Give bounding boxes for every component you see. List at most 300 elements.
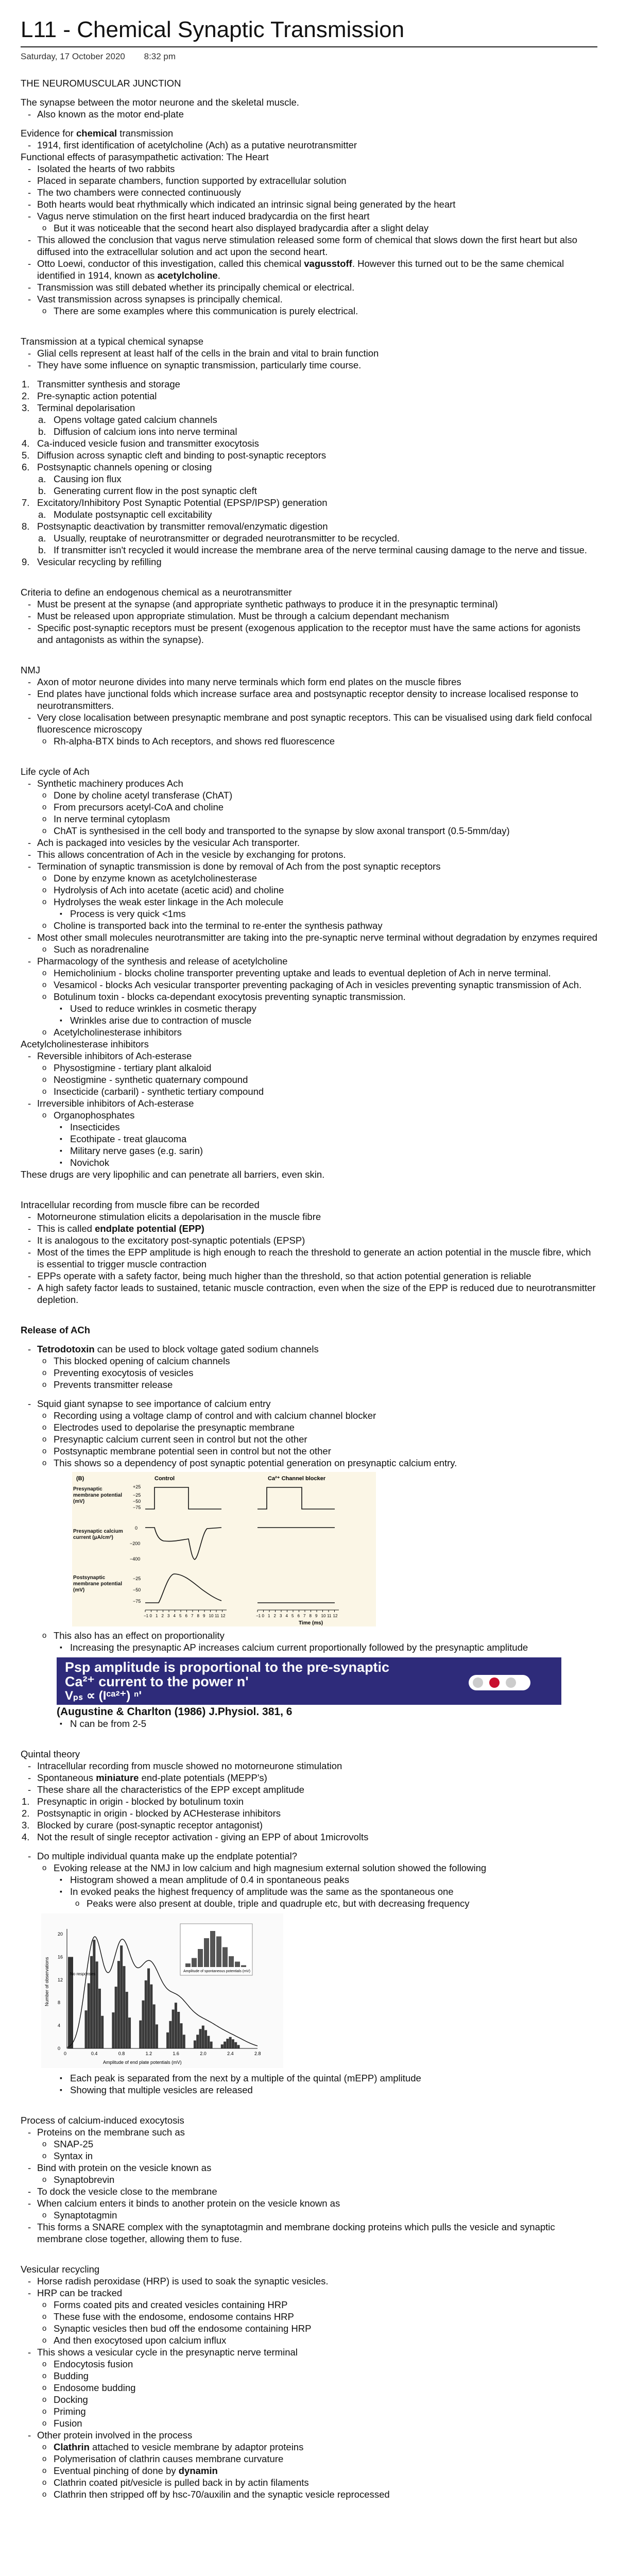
text-run: Modulate postsynaptic cell excitability [54, 509, 212, 520]
list-item [21, 2162, 597, 2185]
x-tick-label: 2 [161, 1614, 164, 1618]
histogram-y-tick-label: 4 [58, 2023, 61, 2028]
histogram-bar [169, 2021, 171, 2048]
x-tick-label: 5 [291, 1614, 294, 1618]
histogram-y-tick-label: 8 [58, 2000, 61, 2006]
inset-bar [222, 1947, 228, 1968]
list-item: o Endosome budding [37, 2382, 597, 2394]
section-criteria [21, 579, 597, 646]
list-item: o Hydrolysis of Ach into acetate (acetic acid) and choline [37, 884, 597, 896]
histogram-bar [175, 2003, 177, 2048]
histogram-x-tick-label: 2.0 [200, 2051, 207, 2056]
column-header-control: Control [154, 1476, 175, 1482]
histogram-x-tick-label: 2.8 [254, 2051, 261, 2056]
histogram-bar [194, 2040, 196, 2048]
list-item: o Fusion [37, 2417, 597, 2429]
list-item: - EPPs operate with a safety factor, being much higher than the threshold, so that action potential generation is reliable [21, 1270, 597, 1282]
x-tick-label: 6 [297, 1614, 300, 1618]
text-run: Postsynaptic in origin - blocked by ACHesterase inhibitors [37, 1808, 281, 1819]
histogram-y-tick-label: 16 [58, 1954, 63, 1960]
paragraph [21, 127, 597, 139]
section-heading: THE NEUROMUSCULAR JUNCTION [21, 78, 181, 89]
histogram-bar [183, 2035, 185, 2048]
x-tick-label: 1 [156, 1614, 158, 1618]
list-item [21, 777, 597, 837]
list-item: o Preventing exocytosis of vesicles [37, 1367, 597, 1379]
x-tick-label: 3 [280, 1614, 282, 1618]
tick-label: −50 [133, 1587, 141, 1592]
text-run: Bind with protein on the vesicle known as [37, 2162, 212, 2173]
list-item [21, 1850, 597, 1909]
list-item: ▪ Ecothipate - treat glaucoma [54, 1133, 597, 1145]
list-item [21, 2126, 597, 2162]
histogram-x-tick-label: 0 [64, 2051, 67, 2056]
list-item [37, 1630, 597, 1653]
list-item: 8. Postsynaptic deactivation by transmitter removal/enzymatic digestion a. Usually, reuptake of neurotransmitter or degraded neurotransmitter to be recycled. b. If transmitter isn't recycled it would increase the membrane area of the nerve terminal causing damage to the nerve and tissue. [21, 520, 597, 556]
list-item [37, 896, 597, 920]
list-item: o This blocked opening of calcium channels [37, 1355, 597, 1367]
x-tick-label: 7 [303, 1614, 306, 1618]
list-item: - Horse radish peroxidase (HRP) is used to soak the synaptic vesicles. [21, 2275, 597, 2287]
stop-icon[interactable] [506, 1677, 516, 1688]
list-item: ▪ Insecticides [54, 1121, 597, 1133]
list-item: - These share all the characteristics of the EPP except amplitude [21, 1784, 597, 1795]
list-item: ▪ Increasing the presynaptic AP increases calcium current proportionally followed by the presynaptic amplitude [54, 1641, 597, 1653]
text-run: Excitatory/Inhibitory Post Synaptic Potential (EPSP/IPSP) generation [37, 497, 328, 508]
list-item: ▪ Used to reduce wrinkles in cosmetic therapy [54, 1003, 597, 1014]
text-run: This is called [37, 1223, 95, 1234]
inset-x-title: Amplitude of spontaneous potentials (mV) [183, 1970, 250, 1973]
tick-label: −25 [133, 1576, 141, 1581]
list-item: - It is analogous to the excitatory post-synaptic potentials (EPSP) [21, 1234, 597, 1246]
histogram-bar [128, 2018, 131, 2048]
list-item [21, 1398, 597, 1469]
subheading: Acetylcholinesterase inhibitors [21, 1039, 149, 1049]
title-divider [21, 46, 597, 47]
text-run: Postsynaptic channels opening or closing [37, 462, 212, 472]
text-run: Ca-induced vesicle fusion and transmitter exocytosis [37, 438, 259, 449]
text-run: Diffusion across synaptic cleft and binding to post-synaptic receptors [37, 450, 327, 461]
histogram-bar-failures [68, 1957, 73, 2048]
text-run: This also has an effect on proportionality [54, 1630, 225, 1641]
inset-bar [241, 1965, 246, 1968]
histogram-bar [139, 2021, 142, 2048]
list-item: - 1914, first identification of acetylcholine (Ach) as a putative neurotransmitter [21, 139, 597, 151]
text-run: If transmitter isn't recycled it would increase the membrane area of the nerve terminal causing damage to the nerve and tissue. [54, 545, 587, 555]
x-tick-label: 12 [333, 1614, 338, 1618]
list-item [37, 2465, 597, 2477]
text-run: Termination of synaptic transmission is done by removal of Ach from the post synaptic receptors [37, 861, 441, 872]
text-run: Very close localisation between presynaptic membrane and post synaptic receptors. This can be visualised using dark field confocal fluorescence microscopy [37, 712, 592, 735]
x-tick-label: −1 [256, 1614, 261, 1618]
histogram-svg [41, 1913, 283, 2068]
list-item: o Acetylcholinesterase inhibitors [37, 1026, 597, 1038]
figure-label: (B) [76, 1476, 84, 1482]
histogram-bar [180, 2023, 183, 2048]
formula-banner [57, 1657, 561, 1705]
histogram-x-tick-label: 1.2 [145, 2051, 152, 2056]
text-run: Most other small molecules neurotransmitter are taking into the pre-synaptic nerve terminal without degradation by enzymes required [37, 932, 597, 943]
inset-bar [204, 1938, 209, 1967]
tick-label: −75 [133, 1599, 141, 1604]
histogram-bar [226, 2039, 229, 2048]
list-item [21, 1772, 597, 1784]
row-label-3-box [73, 1575, 130, 1606]
inset-bar [216, 1937, 221, 1968]
list-item: ▪ Military nerve gases (e.g. sarin) [54, 1145, 597, 1157]
text-run: Usually, reuptake of neurotransmitter or degraded neurotransmitter to be recycled. [54, 533, 400, 544]
list-item: a. Opens voltage gated calcium channels [38, 414, 217, 425]
text-run: Botulinum toxin - blocks ca-dependant exocytosis preventing synaptic transmission. [54, 991, 406, 1002]
section-quintal [21, 1741, 597, 2096]
list-item: - They have some influence on synaptic transmission, particularly time course. [21, 359, 597, 371]
histogram-bar [196, 2035, 199, 2048]
histogram-bar [120, 1945, 123, 2048]
text-run: Do multiple individual quanta make up the endplate potential? [37, 1851, 297, 1861]
section-recycling [21, 2256, 597, 2500]
list-item [21, 2346, 597, 2429]
list-item [21, 1223, 597, 1234]
list-item: o Peaks were also present at double, triple and quadruple etc, but with decreasing frequency [70, 1897, 597, 1909]
tick-label: −400 [130, 1556, 141, 1562]
list-item: ▪ Process is very quick <1ms [54, 908, 597, 920]
list-item: - Must be present at the synapse (and appropriate synthetic pathways to produce it in the presynaptic terminal) [21, 598, 597, 610]
text-run: Spontaneous [37, 1772, 96, 1783]
row-label-1-box [73, 1486, 130, 1517]
video-controls[interactable] [469, 1675, 530, 1690]
text-run: When calcium enters it binds to another protein on the vesicle known as [37, 2198, 340, 2209]
note-date: Saturday, 17 October 2020 [21, 52, 125, 61]
histogram-bar [142, 2001, 145, 2048]
list-item: - Glial cells represent at least half of the cells in the brain and vital to brain function [21, 347, 597, 359]
list-item [21, 2429, 597, 2500]
list-item: 1. Transmitter synthesis and storage [22, 379, 180, 389]
histogram-bar [172, 2010, 175, 2048]
x-tick-label: 11 [215, 1614, 219, 1618]
bold-text: vagusstoff [304, 258, 352, 269]
list-item: o Done by choline acetyl transferase (ChAT) [37, 789, 597, 801]
list-item: - This forms a SNARE complex with the synaptotagmin and membrane docking proteins which pulls the vesicle and synaptic membrane close together, allowing them to fuse. [21, 2221, 597, 2245]
x-tick-label: 6 [185, 1614, 187, 1618]
list-item: 7. Excitatory/Inhibitory Post Synaptic Potential (EPSP/IPSP) generation a. Modulate postsynaptic cell excitability [21, 497, 597, 520]
text-run: Evoking release at the NMJ in low calcium and high magnesium external solution showed the following [54, 1862, 487, 1873]
list-item: o Forms coated pits and created vesicles containing HRP [37, 2299, 597, 2311]
section-nmj-detail [21, 657, 597, 747]
list-item: o Neostigmine - synthetic quaternary compound [37, 1074, 597, 1086]
tick-label: +25 [133, 1484, 141, 1489]
x-tick-label: 10 [209, 1614, 214, 1618]
list-item [21, 1097, 597, 1168]
list-item [21, 1343, 597, 1391]
section-life-cycle [21, 758, 597, 1180]
pause-icon[interactable] [489, 1677, 500, 1688]
text-run: Generating current flow in the post synaptic cleft [54, 485, 257, 496]
text-run: Postsynaptic deactivation by transmitter removal/enzymatic digestion [37, 521, 328, 532]
histogram-bar [145, 1980, 147, 2048]
list-item: o Rh-alpha-BTX binds to Ach receptors, and shows red fluorescence [37, 735, 597, 747]
bold-text: miniature [96, 1772, 139, 1783]
histogram-bar [85, 2010, 88, 2048]
record-icon[interactable] [473, 1677, 483, 1688]
histogram-bar [88, 1983, 90, 2048]
list-item [21, 711, 597, 747]
list-item: o Recording using a voltage clamp of control and with calcium channel blocker [37, 1410, 597, 1421]
histogram-bar [96, 1961, 98, 2048]
list-item [37, 991, 597, 1026]
histogram-bar [98, 1989, 101, 2048]
text-run: Causing ion flux [54, 473, 122, 484]
row-label-2-box [73, 1529, 130, 1565]
list-item: - Most of the times the EPP amplitude is high enough to reach the threshold to generate an action potential in the muscle fibre, which is essential to trigger muscle contraction [21, 1246, 597, 1270]
text-run: Vesicular recycling by refilling [37, 556, 162, 567]
list-item: ▪ Each peak is separated from the next by a multiple of the quintal (mEPP) amplitude [54, 2072, 597, 2084]
list-item [54, 1886, 597, 1909]
list-item: 4. Not the result of single receptor activation - giving an EPP of about 1microvolts [22, 1832, 369, 1842]
histogram-x-tick-label: 0.8 [118, 2051, 125, 2056]
list-item: 9. Vesicular recycling by refilling [22, 556, 162, 567]
list-item [37, 1862, 597, 1909]
numbered-steps [21, 378, 597, 568]
bold-text: Clathrin [54, 2442, 90, 2452]
text-run: Squid giant synapse to see importance of calcium entry [37, 1398, 271, 1409]
list-item [21, 2287, 597, 2346]
text-run: . However this turned out to be the same chemical identified in 1914, known as [37, 258, 564, 281]
text-run: end-plate potentials (MEPP's) [139, 1772, 267, 1783]
list-item: 3. Terminal depolarisation a. Opens voltage gated calcium channels b. Diffusion of calcium ions into nerve terminal [21, 402, 597, 437]
bold-text: dynamin [178, 2465, 218, 2476]
list-item: o Clathrin coated pit/vesicle is pulled back in by actin filaments [37, 2477, 597, 2488]
list-item: o Endocytosis fusion [37, 2358, 597, 2370]
list-item: - Both hearts would beat rhythmically which indicated an intrinsic signal being generated by the heart [21, 198, 597, 210]
section-release [21, 1317, 597, 1730]
text-run: Blocked by curare (post-synaptic receptor antagonist) [37, 1820, 263, 1831]
list-item: - This allowed the conclusion that vagus nerve stimulation released some form of chemical that slows down the first heart but also diffused into the extracellular solution and act upon the second heart. [21, 234, 597, 258]
text-run: Other protein involved in the process [37, 2430, 193, 2441]
list-item: o Postsynaptic membrane potential seen in control but not the other [37, 1445, 597, 1457]
x-tick-label: 9 [315, 1614, 318, 1618]
histogram-bar [199, 2029, 202, 2048]
histogram-bar [234, 2042, 237, 2048]
x-tick-label: 11 [327, 1614, 332, 1618]
inset-bar [198, 1949, 203, 1967]
x-tick-label: 3 [167, 1614, 170, 1618]
x-tick-label: 12 [220, 1614, 226, 1618]
text-run: Presynaptic in origin - blocked by botulinum toxin [37, 1796, 244, 1807]
x-tick-label: 2 [273, 1614, 276, 1618]
text-run: Pre-synaptic action potential [37, 391, 157, 401]
histogram-bar [117, 1961, 120, 2048]
list-item: o These fuse with the endosome, endosome contains HRP [37, 2311, 597, 2323]
text-run: Transmitter synthesis and storage [37, 379, 180, 389]
note-time: 8:32 pm [144, 52, 176, 61]
list-item: o Electrodes used to depolarise the presynaptic membrane [37, 1421, 597, 1433]
histogram-bar [202, 2026, 204, 2048]
list-item: b. If transmitter isn't recycled it would increase the membrane area of the nerve terminal causing damage to the nerve and tissue. [38, 545, 587, 555]
text-run: Hydrolyses the weak ester linkage in the Ach molecule [54, 896, 284, 907]
voltage-clamp-figure [72, 1472, 376, 1626]
histogram-bar [229, 2037, 232, 2048]
list-item: o Hemicholinium - blocks choline transporter preventing uptake and leads to eventual depletion of Ach in nerve terminal. [37, 967, 597, 979]
list-item: o Prevents transmitter release [37, 1379, 597, 1391]
list-item: 5. Diffusion across synaptic cleft and binding to post-synaptic receptors [22, 450, 327, 461]
histogram-bar [123, 1966, 126, 2048]
list-item: 3. Blocked by curare (post-synaptic receptor antagonist) [22, 1820, 263, 1831]
formula-line-1: Psp amplitude is proportional to the pre-synaptic [65, 1659, 390, 1675]
x-tick-label: 10 [321, 1614, 326, 1618]
list-item: o This shows so a dependency of post synaptic potential generation on presynaptic calcium entry. [37, 1457, 597, 1469]
histogram-bar [224, 2042, 226, 2048]
list-item: - Transmission was still debated whether its principally chemical or electrical. [21, 281, 597, 293]
text-run: Evidence for [21, 128, 76, 139]
text-run: . [217, 270, 220, 281]
column-header-blocker: Ca²⁺ Channel blocker [268, 1476, 326, 1482]
section-heading: NMJ [21, 665, 41, 675]
x-tick-label: 0 [262, 1614, 264, 1618]
list-item [21, 2197, 597, 2221]
list-item: - Motorneurone stimulation elicits a depolarisation in the muscle fibre [21, 1211, 597, 1223]
list-item: ▪ Histogram showed a mean amplitude of 0.4 in spontaneous peaks [54, 1874, 597, 1886]
text-run: can be used to block voltage gated sodium channels [94, 1344, 319, 1354]
histogram-x-tick-label: 2.4 [227, 2051, 234, 2056]
histogram-y-tick-label: 0 [58, 2046, 61, 2051]
list-item: o Physostigmine - tertiary plant alkaloid [37, 1062, 597, 1074]
histogram-x-tick-label: 0.4 [91, 2051, 98, 2056]
histogram-bar [204, 2030, 207, 2048]
x-tick-label: 9 [203, 1614, 205, 1618]
list-item: 4. Ca-induced vesicle fusion and transmitter exocytosis [22, 438, 259, 449]
inset-bar [185, 1963, 191, 1967]
row-label-presynaptic-potential: Presynaptic membrane potential (mV) [73, 1486, 123, 1504]
text-run: Proteins on the membrane such as [37, 2127, 185, 2138]
text-run: Opens voltage gated calcium channels [54, 414, 217, 425]
text-run: Terminal depolarisation [37, 402, 135, 413]
histogram-bar [177, 2012, 180, 2048]
list-item: ▪ Showing that multiple vesicles are released [54, 2084, 597, 2096]
list-item: o Such as noradrenaline [37, 943, 597, 955]
list-item [21, 931, 597, 955]
list-item: o But it was noticeable that the second heart also displayed bradycardia after a slight delay [37, 222, 597, 234]
section-heading: Intracellular recording from muscle fibre can be recorded [21, 1199, 260, 1210]
histogram-bar [147, 1969, 150, 2048]
list-item: ▪ Wrinkles arise due to contraction of muscle [54, 1014, 597, 1026]
x-tick-label: 0 [149, 1614, 152, 1618]
row-label-postsynaptic-potential: Postsynaptic membrane potential (mV) [73, 1575, 123, 1593]
section-exocytosis [21, 2107, 597, 2245]
histogram-bar [237, 2045, 240, 2048]
text-run: Organophosphates [54, 1110, 135, 1121]
list-item [37, 1109, 597, 1168]
list-item: - Also known as the motor end-plate [21, 108, 597, 120]
list-item: o Priming [37, 2405, 597, 2417]
text-run: Eventual pinching of done by [54, 2465, 179, 2476]
text-run: Synthetic machinery produces Ach [37, 778, 183, 789]
list-item: 2. Pre-synaptic action potential [22, 391, 157, 401]
list-item: - The two chambers were connected continuously [21, 187, 597, 198]
inset-bar [235, 1962, 240, 1968]
x-tick-label: 4 [173, 1614, 176, 1618]
section-nmj [21, 77, 597, 317]
histogram-x-title: Amplitude of end plate potentials (mV) [103, 2060, 182, 2065]
bold-text: Tetrodotoxin [37, 1344, 95, 1354]
note-page [21, 15, 597, 2500]
list-item: o Syntax in [37, 2150, 597, 2162]
text-run: Pharmacology of the synthesis and release of acetylcholine [37, 956, 288, 967]
list-item: - A high safety factor leads to sustained, tetanic muscle contraction, even when the size of the EPP is reduced due to neurotransmitter depletion. [21, 1282, 597, 1306]
inset-bar [192, 1958, 197, 1968]
list-item: b. Generating current flow in the post synaptic cleft [38, 485, 257, 496]
page-title[interactable]: L11 - Chemical Synaptic Transmission [21, 17, 405, 42]
list-item: o ChAT is synthesised in the cell body and transported to the synapse by slow axonal transport (0.5-5mm/day) [37, 825, 597, 837]
list-item: o Polymerisation of clathrin causes membrane curvature [37, 2453, 597, 2465]
section-heading: Life cycle of Ach [21, 766, 90, 777]
section-heading: Vesicular recycling [21, 2264, 100, 2275]
list-item [21, 860, 597, 931]
tick-label: −25 [133, 1493, 141, 1498]
list-item: o And then exocytosed upon calcium influx [37, 2334, 597, 2346]
x-tick-label: 5 [179, 1614, 182, 1618]
x-tick-label: 1 [268, 1614, 270, 1618]
list-item: o Vesamicol - blocks Ach vesicular transporter preventing packaging of Ach in vesicles preventing synaptic transmission of Ach. [37, 979, 597, 991]
failures-label: No responses [70, 1972, 96, 1976]
section-heading: Process of calcium-induced exocytosis [21, 2115, 184, 2126]
list-item: o Synaptic vesicles then bud off the endosome containing HRP [37, 2323, 597, 2334]
list-item: - Ach is packaged into vesicles by the vesicular Ach transporter. [21, 837, 597, 849]
epp-histogram [41, 1913, 283, 2068]
histogram-bar [112, 2012, 114, 2048]
list-item [21, 210, 597, 234]
paragraph: Functional effects of parasympathetic activation: The Heart [21, 151, 269, 162]
list-item: o There are some examples where this communication is purely electrical. [37, 305, 597, 317]
list-item: o From precursors acetyl-CoA and choline [37, 801, 597, 813]
list-item: a. Usually, reuptake of neurotransmitter or degraded neurotransmitter to be recycled. [38, 533, 400, 544]
text-run: In evoked peaks the highest frequency of amplitude was the same as the spontaneous one [70, 1886, 454, 1897]
x-tick-label: 4 [285, 1614, 288, 1618]
formula-line-3 [65, 1688, 142, 1703]
text-run: Otto Loewi, conductor of this investigation, called this chemical [37, 258, 304, 269]
section-intracellular [21, 1192, 597, 1306]
list-item: o Insecticide (carbaril) - synthetic tertiary compound [37, 1086, 597, 1097]
list-item [21, 955, 597, 1038]
list-item: - Specific post-synaptic receptors must be present (exogenous application to the receptor must have the same actions for agonists and antagonists as within the synapse). [21, 622, 597, 646]
x-tick-label: 7 [191, 1614, 194, 1618]
list-item: - To dock the vesicle close to the membrane [21, 2185, 597, 2197]
section-typical-synapse [21, 328, 597, 568]
histogram-bar [126, 1992, 128, 2048]
histogram-y-title: Number of observations [44, 1957, 49, 2006]
list-item: o Choline is transported back into the terminal to re-enter the synthesis pathway [37, 920, 597, 931]
histogram-bar [150, 1985, 152, 2048]
list-item: - Must be released upon appropriate stimulation. Must be through a calcium dependant mechanism [21, 610, 597, 622]
list-item: a. Modulate postsynaptic cell excitability [38, 509, 212, 520]
bold-text: chemical [76, 128, 117, 139]
list-item: 2. Postsynaptic in origin - blocked by ACHesterase inhibitors [22, 1808, 281, 1819]
list-item: 6. Postsynaptic channels opening or closing a. Causing ion flux b. Generating current flow in the post synaptic cleft [21, 461, 597, 497]
histogram-bar [210, 2042, 213, 2048]
histogram-y-tick-label: 20 [58, 1931, 63, 1937]
text-run: Vagus nerve stimulation on the first heart induced bradycardia on the first heart [37, 211, 370, 222]
list-item: o Synaptobrevin [37, 2174, 597, 2185]
list-item: - End plates have junctional folds which increase surface area and postsynaptic receptor density to increase localised response to neurotransmitters. [21, 688, 597, 711]
list-item: o Budding [37, 2370, 597, 2382]
histogram-bar [93, 1940, 95, 2048]
histogram-bar [207, 2036, 210, 2048]
list-item: b. Diffusion of calcium ions into nerve terminal [38, 426, 237, 437]
histogram-bar [232, 2039, 234, 2048]
section-heading: Transmission at a typical chemical synapse [21, 336, 204, 347]
list-item: o In nerve terminal cytoplasm [37, 813, 597, 825]
text-run: attached to vesicle membrane by adaptor proteins [89, 2442, 304, 2452]
list-item [21, 293, 597, 317]
